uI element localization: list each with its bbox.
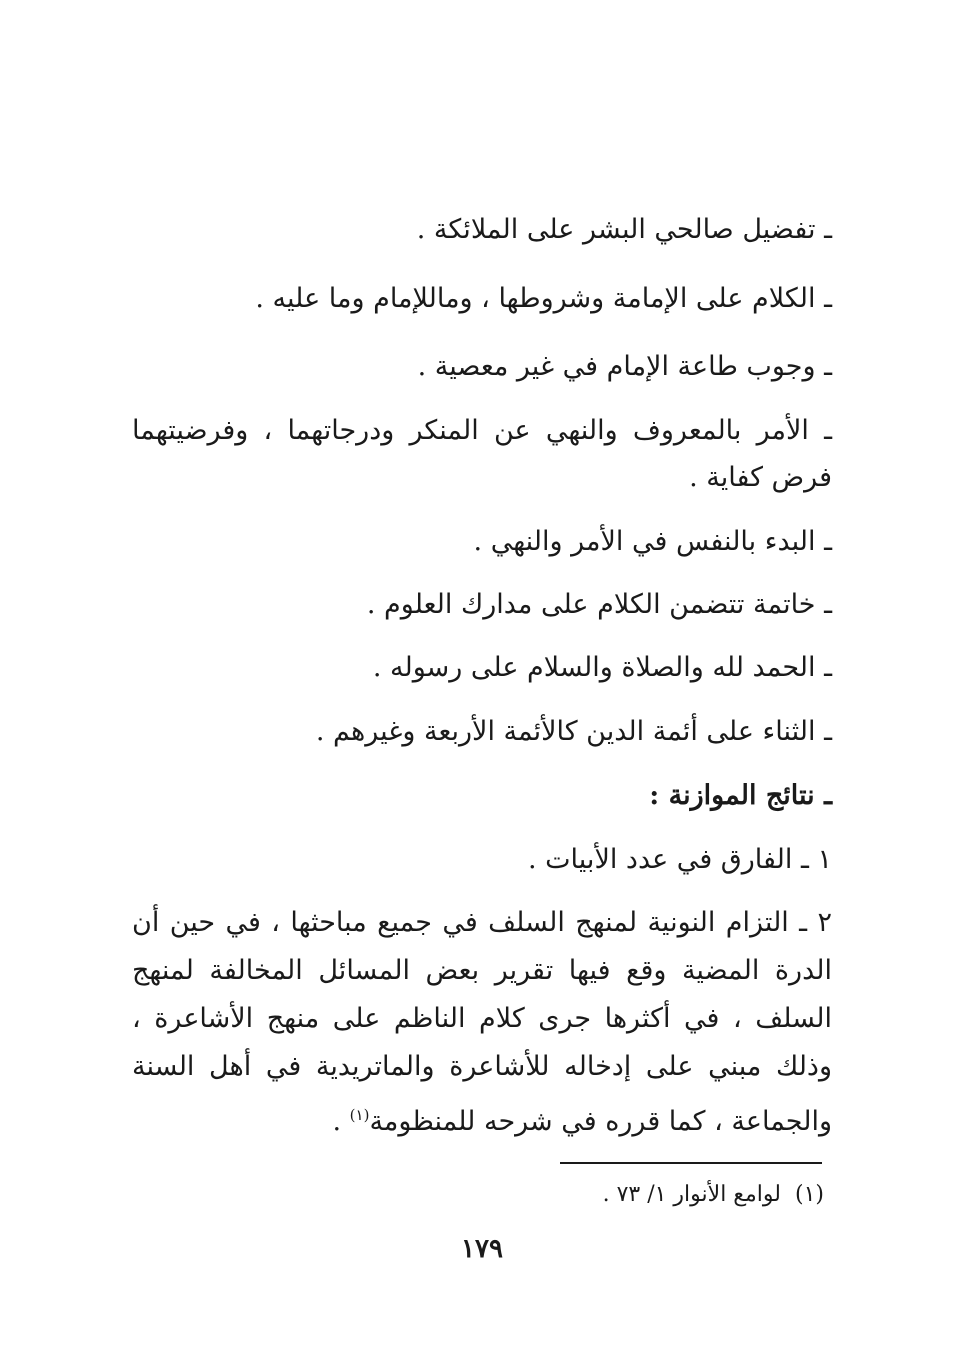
- list-item: ـ الحمد لله والصلاة والسلام على رسوله .: [372, 652, 832, 683]
- footnote-text: لوامع الأنوار ١/ ٧٣ .: [602, 1182, 781, 1207]
- result-paragraph: [132, 899, 832, 1146]
- list-item: ـ خاتمة تتضمن الكلام على مدارك العلوم .: [366, 589, 832, 620]
- footnote: [603, 1182, 824, 1207]
- footnote-number: (١): [794, 1182, 824, 1207]
- result-item: ١ ـ الفارق في عدد الأبيات .: [527, 844, 832, 875]
- result-paragraph-end: .: [332, 1106, 350, 1137]
- list-item: ـ البدء بالنفس في الأمر والنهي .: [473, 526, 832, 557]
- list-item: ـ الكلام على الإمامة وشروطها ، وماللإمام وما عليه .: [255, 283, 832, 314]
- page-number: ١٧٩: [461, 1234, 503, 1264]
- list-item: ـ الثناء على أئمة الدين كالأئمة الأربعة وغيرهم .: [315, 716, 832, 747]
- list-item: ـ الأمر بالمعروف والنهي عن المنكر ودرجاتهما ، وفرضيتهما فرض كفاية .: [132, 415, 832, 493]
- list-item: ـ تفضيل صالحي البشر على الملائكة .: [416, 214, 832, 245]
- result-paragraph-text: ٢ ـ التزام النونية لمنهج السلف في جميع مباحثها ، في حين أن الدرة المضية وقع فيها تقرير بعض المسائل المخالفة لمنهج السلف ، في أكثرها جرى كلام الناظم على منهج الأشاعرة ، وذلك مبني على إدخاله للأشاعرة والماتريدية في أهل السنة والجماعة ، كما قرره في شرحه للمنظومة: [132, 907, 832, 1137]
- list-item: ـ وجوب طاعة الإمام في غير معصية .: [417, 351, 832, 382]
- section-heading: ـ نتائج الموازنة :: [649, 780, 832, 811]
- footnote-reference: (١): [349, 1106, 370, 1124]
- footnote-divider: [560, 1162, 822, 1164]
